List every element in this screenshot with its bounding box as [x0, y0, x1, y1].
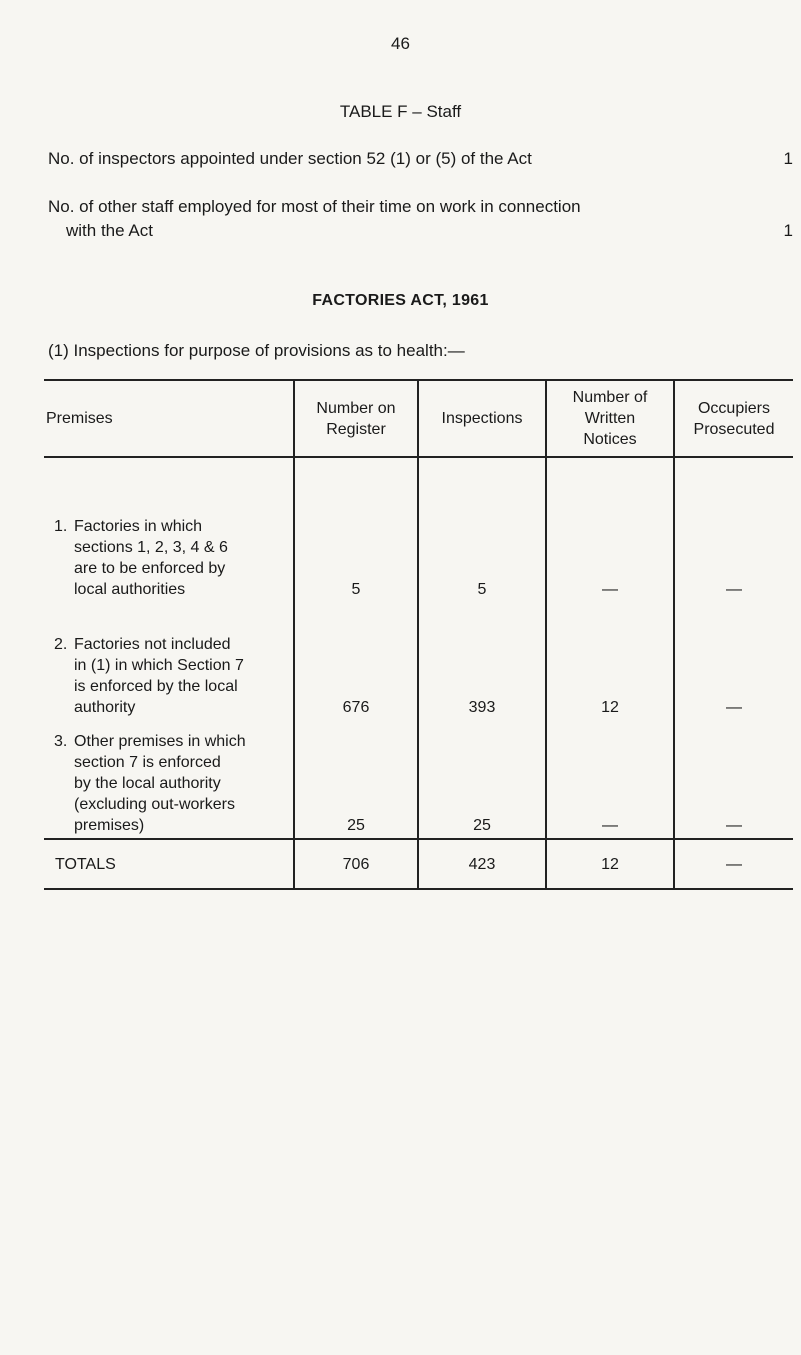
- register-cell: 676: [294, 602, 418, 720]
- totals-register: 706: [294, 839, 418, 889]
- register-cell: 25: [294, 720, 418, 839]
- row-number: 3.: [54, 733, 68, 750]
- header-notices-line3: Notices: [583, 431, 637, 448]
- table-header-row: [44, 380, 793, 457]
- header-notices-line1: Number of: [572, 389, 648, 406]
- table-row: [44, 457, 793, 602]
- inspections-intro: (1) Inspections for purpose of provisions as to health:—: [48, 341, 465, 360]
- header-register-line2: Register: [326, 420, 386, 438]
- totals-inspections: 423: [418, 839, 546, 889]
- table-row: [44, 720, 793, 839]
- notices-cell: 12: [546, 602, 674, 720]
- totals-label: TOTALS: [44, 839, 294, 889]
- header-notices-line2: Written: [584, 410, 636, 427]
- inspections-cell: 393: [418, 602, 546, 720]
- prosecuted-cell: —: [674, 602, 793, 720]
- row-desc-line: authority: [74, 699, 136, 716]
- header-premises: Premises: [44, 380, 294, 457]
- register-cell: 5: [294, 457, 418, 602]
- other-staff-label-line2: with the Act: [66, 221, 153, 240]
- row-desc-line: premises): [74, 817, 145, 834]
- header-inspections: Inspections: [418, 380, 546, 457]
- premises-cell: [44, 720, 294, 839]
- row-description: [74, 634, 289, 718]
- act-heading: FACTORIES ACT, 1961: [312, 292, 489, 309]
- inspections-cell: 5: [418, 457, 546, 602]
- totals-notices: 12: [546, 839, 674, 889]
- premises-cell: [44, 602, 294, 720]
- inspections-cell: 25: [418, 720, 546, 839]
- row-desc-line: in (1) in which Section 7: [74, 657, 244, 674]
- totals-prosecuted: —: [674, 839, 793, 889]
- page-number: 46: [391, 34, 410, 53]
- row-desc-line: local authorities: [74, 581, 186, 598]
- prosecuted-cell: —: [674, 720, 793, 839]
- row-description: [74, 516, 289, 600]
- other-staff-line: [48, 195, 793, 243]
- row-desc-line: Factories not included: [74, 636, 231, 653]
- table-f-title: TABLE F – Staff: [339, 102, 462, 121]
- header-written-notices: [546, 380, 674, 457]
- totals-row: [44, 839, 793, 889]
- row-desc-line: is enforced by the local: [74, 678, 238, 695]
- table-row: [44, 602, 793, 720]
- header-number-on-register: [294, 380, 418, 457]
- notices-cell: —: [546, 720, 674, 839]
- row-desc-line: (excluding out-workers: [74, 796, 235, 813]
- row-desc-line: are to be enforced by: [74, 560, 226, 577]
- prosecuted-cell: —: [674, 457, 793, 602]
- header-occupiers-prosecuted: [674, 380, 793, 457]
- other-staff-value: 1: [783, 221, 793, 240]
- row-number: 2.: [54, 636, 68, 653]
- other-staff-label-line1: No. of other staff employed for most of their time on work in connection: [48, 197, 581, 216]
- notices-cell: —: [546, 457, 674, 602]
- inspectors-appointed-label: No. of inspectors appointed under section 52 (1) or (5) of the Act: [48, 149, 532, 168]
- row-description: [74, 731, 289, 836]
- other-staff-label-line2-wrap: [48, 219, 793, 243]
- premises-cell: [44, 457, 294, 602]
- header-prosecuted-line1: Occupiers: [697, 399, 771, 417]
- row-number: 1.: [54, 518, 68, 535]
- inspectors-appointed-value: 1: [783, 149, 793, 168]
- header-prosecuted-line2: Prosecuted: [693, 420, 775, 438]
- inspectors-appointed-line: [48, 147, 793, 171]
- row-desc-line: Factories in which: [74, 518, 203, 535]
- row-desc-line: sections 1, 2, 3, 4 & 6: [74, 539, 228, 556]
- row-desc-line: section 7 is enforced: [74, 754, 221, 771]
- header-register-line1: Number on: [316, 399, 396, 417]
- row-desc-line: Other premises in which: [74, 733, 246, 750]
- row-desc-line: by the local authority: [74, 775, 221, 792]
- inspections-table: [44, 379, 793, 890]
